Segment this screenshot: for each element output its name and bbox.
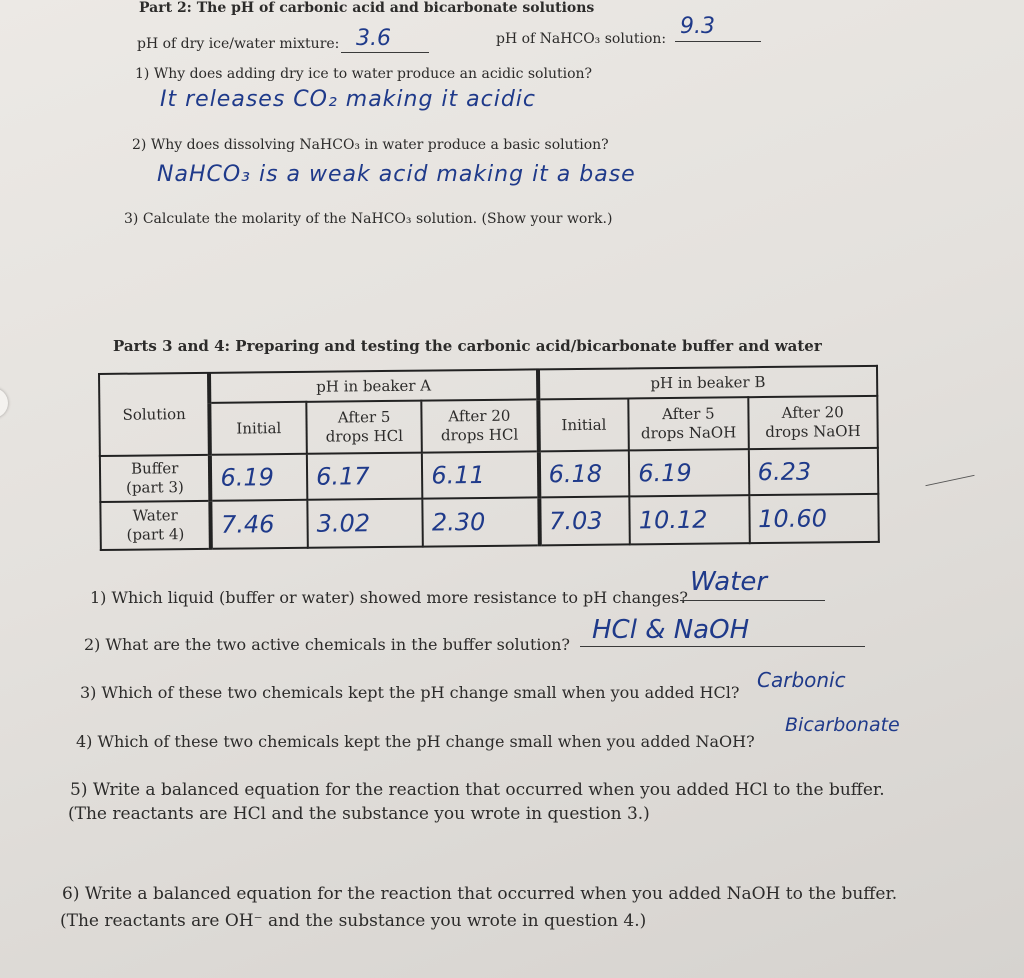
- header-beaker-b: pH in beaker B: [538, 366, 878, 400]
- part34-answer-3: Carbonic: [757, 668, 846, 692]
- buffer-b-after20: 6.23: [748, 448, 878, 495]
- ph-data-table: [98, 365, 880, 551]
- ph-dry-ice-label: pH of dry ice/water mixture:: [137, 36, 340, 52]
- part2-answer-1: It releases CO₂ making it acidic: [160, 87, 537, 112]
- ph-dry-ice-blank: [341, 52, 429, 53]
- header-a-after20: After 20 drops HCl: [422, 399, 539, 452]
- part34-question-3: 3) Which of these two chemicals kept the pH change small when you added HCl?: [80, 683, 740, 702]
- buffer-b-initial: 6.18: [538, 450, 629, 497]
- water-a-after20: 2.30: [423, 497, 540, 546]
- answer-2-blank: [580, 646, 865, 647]
- ph-nahco3-label: pH of NaHCO₃ solution:: [496, 31, 667, 47]
- part2-question-1: 1) Why does adding dry ice to water produce an acidic solution?: [135, 66, 593, 82]
- part2-question-3: 3) Calculate the molarity of the NaHCO₃ solution. (Show your work.): [124, 211, 613, 227]
- row-label-water: Water (part 4): [100, 501, 211, 550]
- ph-nahco3-answer: 9.3: [680, 14, 715, 39]
- part2-answer-2: NaHCO₃ is a weak acid making it a base: [157, 162, 636, 187]
- part34-question-6-line1: 6) Write a balanced equation for the reaction that occurred when you added NaOH to the buffer.: [62, 884, 898, 904]
- part34-title: Parts 3 and 4: Preparing and testing the carbonic acid/bicarbonate buffer and water: [113, 337, 822, 355]
- part2-title: Part 2: The pH of carbonic acid and bicarbonate solutions: [139, 0, 595, 16]
- part34-answer-2: HCl & NaOH: [592, 615, 750, 645]
- header-beaker-a: pH in beaker A: [209, 369, 537, 402]
- part34-question-4: 4) Which of these two chemicals kept the pH change small when you added NaOH?: [76, 732, 755, 751]
- binder-hole: [0, 388, 8, 418]
- header-b-initial: Initial: [538, 398, 629, 451]
- part34-question-5-line1: 5) Write a balanced equation for the reaction that occurred when you added HCl to the buffer.: [70, 780, 885, 800]
- part34-question-5-line2: (The reactants are HCl and the substance you wrote in question 3.): [68, 804, 650, 824]
- water-a-initial: 7.46: [211, 500, 308, 549]
- part2-question-2: 2) Why does dissolving NaHCO₃ in water produce a basic solution?: [132, 137, 609, 153]
- buffer-a-initial: 6.19: [210, 454, 307, 501]
- ph-nahco3-blank: [675, 41, 761, 42]
- part34-answer-1: Water: [690, 567, 768, 597]
- buffer-b-after5: 6.19: [629, 449, 749, 496]
- part34-question-6-line2: (The reactants are OH⁻ and the substance you wrote in question 4.): [60, 911, 647, 931]
- header-a-after5: After 5 drops HCl: [306, 401, 422, 454]
- buffer-a-after20: 6.11: [422, 451, 539, 498]
- water-b-initial: 7.03: [539, 496, 630, 545]
- water-b-after5: 10.12: [630, 495, 750, 544]
- buffer-a-after5: 6.17: [307, 453, 423, 500]
- header-b-after20: After 20 drops NaOH: [748, 396, 878, 449]
- header-solution: Solution: [99, 373, 210, 456]
- part34-question-2: 2) What are the two active chemicals in the buffer solution?: [84, 635, 571, 654]
- header-a-initial: Initial: [210, 402, 307, 455]
- ph-dry-ice-answer: 3.6: [356, 26, 391, 51]
- part34-answer-4: Bicarbonate: [785, 714, 900, 736]
- water-b-after20: 10.60: [749, 494, 879, 543]
- part34-question-1: 1) Which liquid (buffer or water) showed more resistance to pH changes?: [90, 588, 688, 607]
- table-row-water: [100, 494, 878, 550]
- row-label-buffer: Buffer (part 3): [100, 455, 211, 502]
- pen-stroke-mark: [925, 475, 974, 486]
- answer-1-blank: [680, 600, 825, 601]
- table-row-buffer: [100, 448, 878, 502]
- header-b-after5: After 5 drops NaOH: [628, 397, 748, 450]
- water-a-after5: 3.02: [307, 499, 423, 548]
